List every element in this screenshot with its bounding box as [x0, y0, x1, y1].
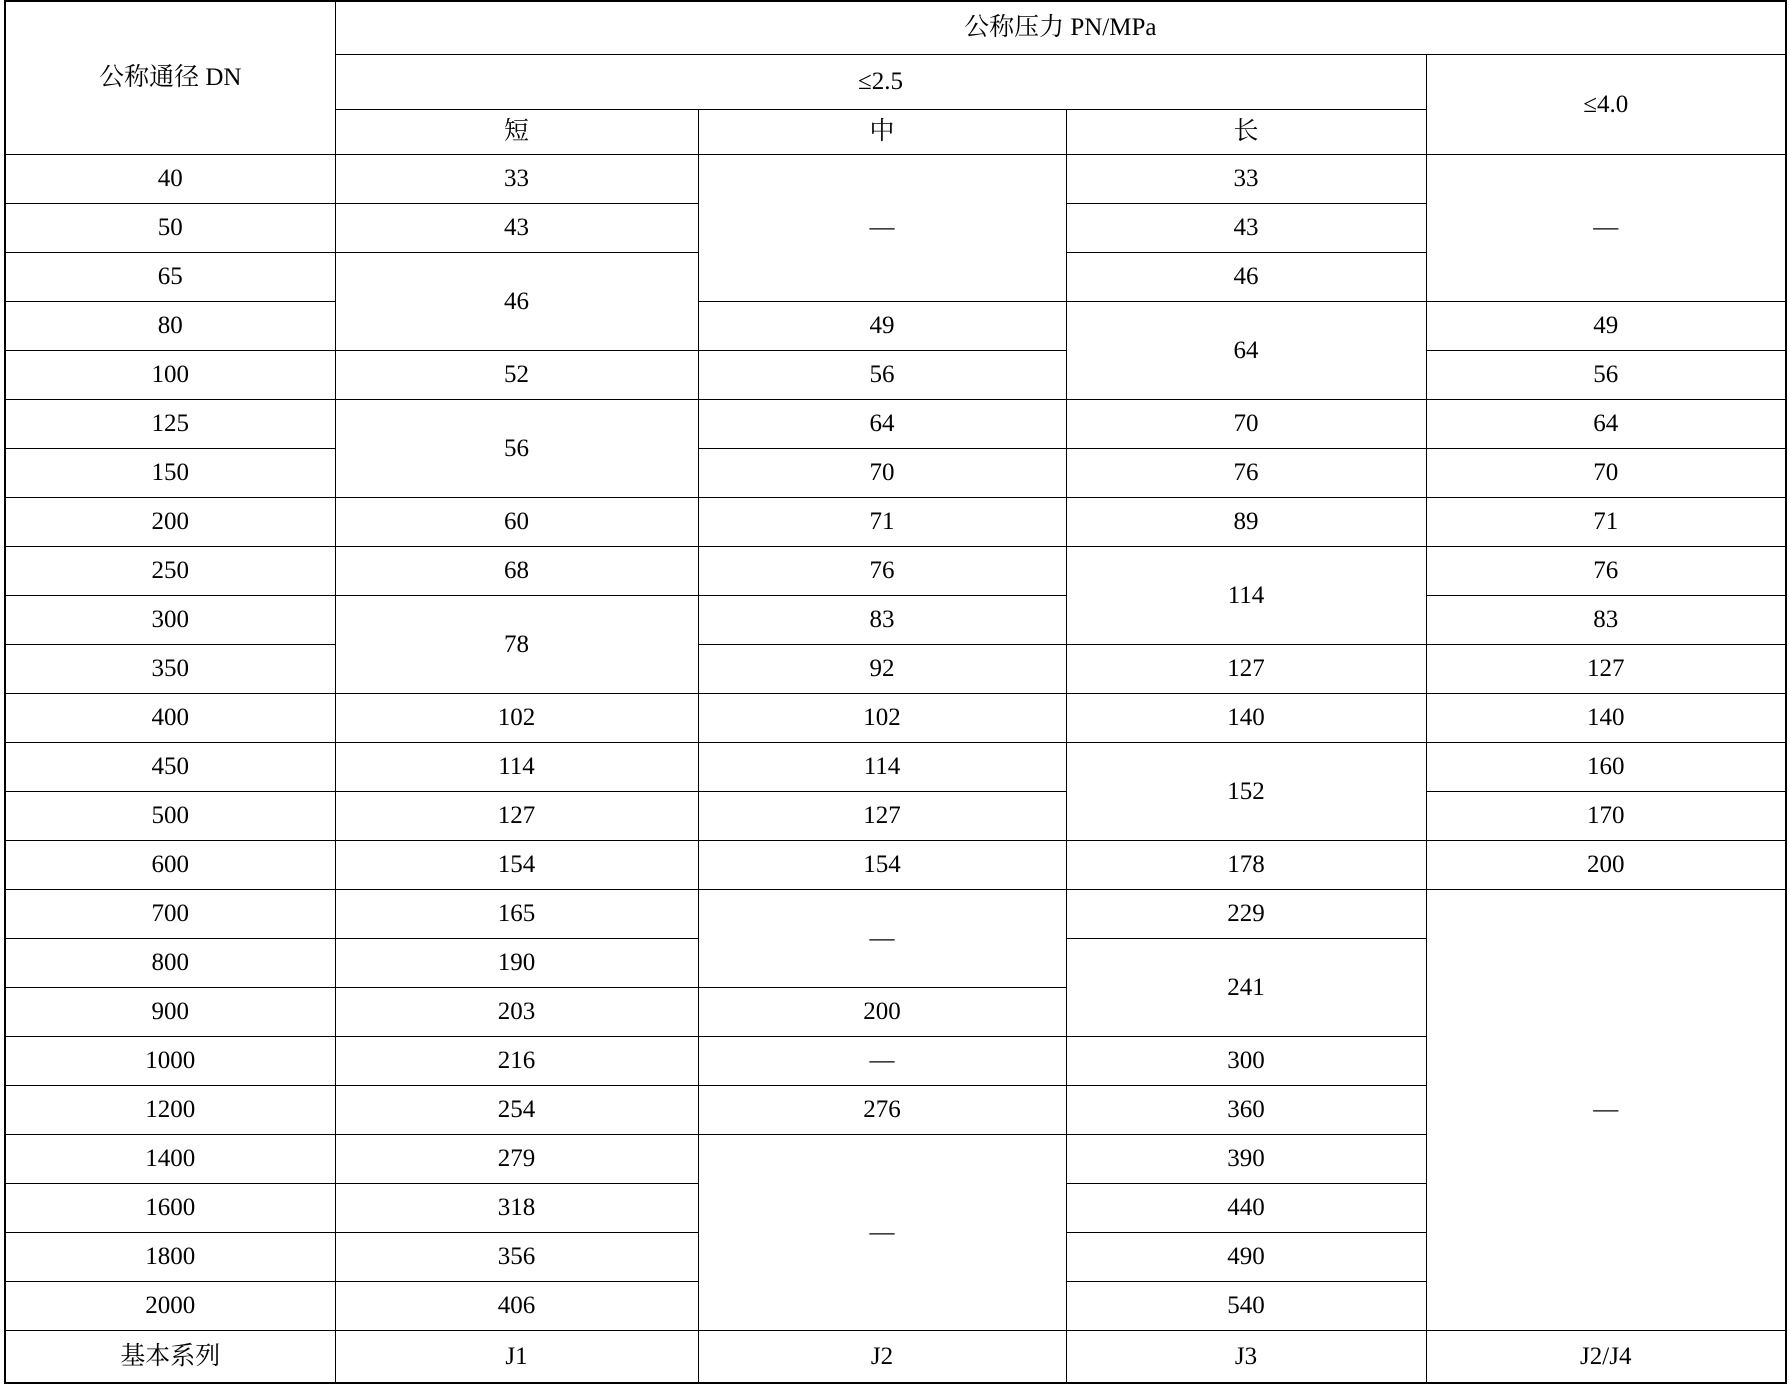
cell-long: 64	[1066, 302, 1426, 400]
cell-short: 406	[335, 1282, 698, 1331]
table-row	[5, 547, 1786, 596]
cell-dn: 250	[5, 547, 335, 596]
table-row	[5, 498, 1786, 547]
cell-dn: 1200	[5, 1086, 335, 1135]
cell-medium: 154	[698, 841, 1066, 890]
cell-short: 203	[335, 988, 698, 1037]
header-pn-le-40: ≤4.0	[1426, 55, 1786, 155]
cell-p40: 76	[1426, 547, 1786, 596]
cell-long: 76	[1066, 449, 1426, 498]
table-row	[5, 400, 1786, 449]
cell-medium: 83	[698, 596, 1066, 645]
cell-medium: 276	[698, 1086, 1066, 1135]
cell-dn: 50	[5, 204, 335, 253]
cell-medium: 64	[698, 400, 1066, 449]
cell-dn: 40	[5, 155, 335, 204]
footer-series-medium: J2	[698, 1331, 1066, 1383]
cell-dn: 900	[5, 988, 335, 1037]
cell-dn: 700	[5, 890, 335, 939]
cell-long: 229	[1066, 890, 1426, 939]
cell-dn: 1400	[5, 1135, 335, 1184]
footer-label: 基本系列	[5, 1331, 335, 1383]
cell-dn: 150	[5, 449, 335, 498]
cell-short: 56	[335, 400, 698, 498]
cell-long: 178	[1066, 841, 1426, 890]
cell-long: 390	[1066, 1135, 1426, 1184]
cell-long: 70	[1066, 400, 1426, 449]
cell-medium: 70	[698, 449, 1066, 498]
cell-short: 33	[335, 155, 698, 204]
table-row	[5, 449, 1786, 498]
cell-p40: 200	[1426, 841, 1786, 890]
cell-p40: 70	[1426, 449, 1786, 498]
header-pn-group: 公称压力 PN/MPa	[335, 1, 1786, 55]
cell-short: 52	[335, 351, 698, 400]
cell-dn: 1000	[5, 1037, 335, 1086]
cell-dn: 1800	[5, 1233, 335, 1282]
cell-p40: 71	[1426, 498, 1786, 547]
cell-short: 254	[335, 1086, 698, 1135]
cell-p40: 49	[1426, 302, 1786, 351]
header-row-top	[5, 1, 1786, 55]
header-medium: 中	[698, 110, 1066, 155]
header-dn: 公称通径 DN	[5, 1, 335, 155]
cell-dn: 600	[5, 841, 335, 890]
cell-dn: 800	[5, 939, 335, 988]
header-long: 长	[1066, 110, 1426, 155]
cell-dn: 200	[5, 498, 335, 547]
cell-medium: 49	[698, 302, 1066, 351]
cell-short: 114	[335, 743, 698, 792]
cell-long: 46	[1066, 253, 1426, 302]
cell-p40: 83	[1426, 596, 1786, 645]
table-footer-row	[5, 1331, 1786, 1383]
cell-long: 89	[1066, 498, 1426, 547]
cell-medium: —	[698, 890, 1066, 988]
cell-short: 102	[335, 694, 698, 743]
cell-short: 43	[335, 204, 698, 253]
cell-p40: —	[1426, 155, 1786, 302]
footer-series-long: J3	[1066, 1331, 1426, 1383]
cell-long: 140	[1066, 694, 1426, 743]
cell-long: 127	[1066, 645, 1426, 694]
cell-short: 127	[335, 792, 698, 841]
table-row	[5, 743, 1786, 792]
cell-p40: 56	[1426, 351, 1786, 400]
footer-series-short: J1	[335, 1331, 698, 1383]
footer-series-40: J2/J4	[1426, 1331, 1786, 1383]
cell-long: 300	[1066, 1037, 1426, 1086]
cell-short: 78	[335, 596, 698, 694]
cell-dn: 400	[5, 694, 335, 743]
cell-dn: 100	[5, 351, 335, 400]
cell-medium: 71	[698, 498, 1066, 547]
table-row	[5, 596, 1786, 645]
cell-long: 490	[1066, 1233, 1426, 1282]
cell-dn: 450	[5, 743, 335, 792]
cell-p40: 127	[1426, 645, 1786, 694]
cell-dn: 300	[5, 596, 335, 645]
cell-p40: 140	[1426, 694, 1786, 743]
cell-p40: 160	[1426, 743, 1786, 792]
cell-short: 165	[335, 890, 698, 939]
cell-p40: 170	[1426, 792, 1786, 841]
cell-p40: 64	[1426, 400, 1786, 449]
table-row	[5, 841, 1786, 890]
table-row	[5, 890, 1786, 939]
cell-short: 190	[335, 939, 698, 988]
cell-short: 356	[335, 1233, 698, 1282]
table-row	[5, 302, 1786, 351]
cell-medium: 200	[698, 988, 1066, 1037]
cell-dn: 500	[5, 792, 335, 841]
table-row	[5, 351, 1786, 400]
cell-long: 33	[1066, 155, 1426, 204]
cell-short: 318	[335, 1184, 698, 1233]
cell-long: 540	[1066, 1282, 1426, 1331]
cell-short: 279	[335, 1135, 698, 1184]
cell-dn: 80	[5, 302, 335, 351]
table-row	[5, 792, 1786, 841]
cell-medium: —	[698, 1135, 1066, 1331]
cell-short: 68	[335, 547, 698, 596]
cell-long: 440	[1066, 1184, 1426, 1233]
cell-dn: 125	[5, 400, 335, 449]
header-pn-le-25: ≤2.5	[335, 55, 1426, 110]
cell-short: 60	[335, 498, 698, 547]
cell-medium: 114	[698, 743, 1066, 792]
cell-long: 152	[1066, 743, 1426, 841]
cell-long: 241	[1066, 939, 1426, 1037]
cell-long: 114	[1066, 547, 1426, 645]
cell-medium: 127	[698, 792, 1066, 841]
cell-medium: 92	[698, 645, 1066, 694]
cell-p40: —	[1426, 890, 1786, 1331]
cell-dn: 2000	[5, 1282, 335, 1331]
cell-short: 216	[335, 1037, 698, 1086]
cell-medium: —	[698, 155, 1066, 302]
cell-dn: 65	[5, 253, 335, 302]
cell-medium: 56	[698, 351, 1066, 400]
header-short: 短	[335, 110, 698, 155]
cell-dn: 1600	[5, 1184, 335, 1233]
cell-medium: 102	[698, 694, 1066, 743]
cell-short: 154	[335, 841, 698, 890]
cell-short: 46	[335, 253, 698, 351]
table-row	[5, 155, 1786, 204]
table-row	[5, 694, 1786, 743]
cell-dn: 350	[5, 645, 335, 694]
cell-long: 43	[1066, 204, 1426, 253]
cell-medium: 76	[698, 547, 1066, 596]
cell-medium: —	[698, 1037, 1066, 1086]
dimensions-table	[4, 0, 1787, 1384]
cell-long: 360	[1066, 1086, 1426, 1135]
table-row	[5, 645, 1786, 694]
